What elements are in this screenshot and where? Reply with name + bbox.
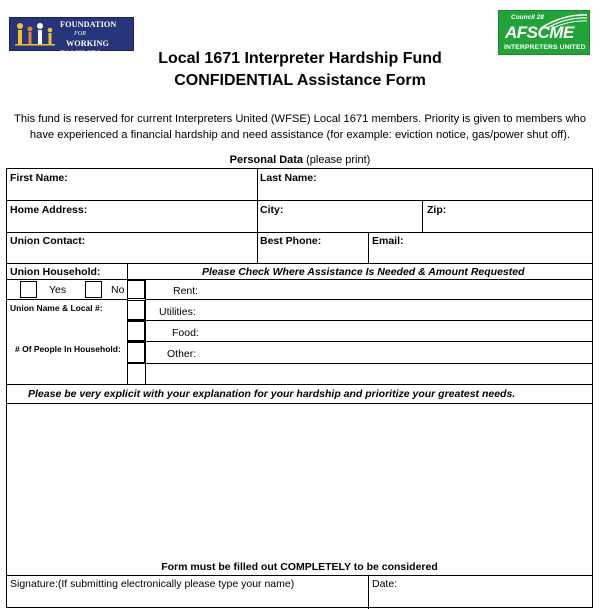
best-phone-label: Best Phone: [260,235,322,247]
email-label: Email: [372,235,404,247]
union-name-local-label: Union Name & Local #: [10,303,103,313]
other-label: Other: [167,348,197,360]
interpreters-united-label: INTERPRETERS UNITED [504,44,586,51]
last-name-label: Last Name: [260,172,317,184]
council-label: Council 28 [511,14,544,21]
family-people-icon [13,20,57,48]
logo-text: FOUNDATION FOR WORKING FAMILIES [60,20,117,58]
foundation-for-working-families-logo [9,17,134,58]
food-checkbox[interactable] [127,321,145,341]
home-address-field[interactable] [7,217,256,231]
explanation-textarea[interactable] [7,404,592,559]
best-phone-field[interactable] [258,248,367,262]
zip-label: Zip: [427,204,447,216]
rent-checkbox[interactable] [127,280,145,299]
food-label: Food: [172,327,199,339]
rent-label: Rent: [173,285,199,297]
last-name-field[interactable] [258,185,591,199]
explanation-instruction: Please be very explicit with your explanation for your hardship and prioritize your greatest needs. [28,388,516,400]
yes-checkbox[interactable] [20,281,37,298]
yes-label: Yes [49,284,67,296]
signature-label: Signature:(If submitting electronically please type your name) [10,578,295,590]
other-checkbox[interactable] [127,342,145,363]
form-title: Local 1671 Interpreter Hardship Fund [158,50,442,67]
intro-paragraph: This fund is reserved for current Interpreters United (WFSE) Local 1671 members. Priority is given to members who have experienced a financial hardship and need assistance (for example: eviction notice, gas/power shut off). [13,113,586,141]
afscme-logo [498,10,590,55]
no-checkbox[interactable] [85,281,102,298]
city-label: City: [260,204,284,216]
first-name-field[interactable] [7,185,256,199]
utilities-checkbox[interactable] [127,300,145,320]
no-label: No [111,284,125,296]
first-name-label: First Name: [10,172,68,184]
form-subtitle: CONFIDENTIAL Assistance Form [174,72,426,89]
assistance-header: Please Check Where Assistance Is Needed & Amount Requested [202,266,525,278]
people-household-label: # Of People In Household: [15,344,121,354]
assistance-form-table [6,168,593,608]
home-address-label: Home Address: [10,204,88,216]
date-label: Date: [372,578,398,590]
utilities-label: Utilities: [159,306,196,318]
email-field[interactable] [369,248,591,262]
union-contact-label: Union Contact: [10,235,86,247]
personal-data-header: Personal Data (please print) [229,154,371,166]
union-household-label: Union Household: [10,266,101,278]
union-contact-field[interactable] [7,248,256,262]
city-field[interactable] [258,217,421,231]
zip-field[interactable] [423,217,591,231]
complete-form-note: Form must be filled out COMPLETELY to be considered [161,561,438,573]
afscme-brand: AFSCME [505,23,574,42]
